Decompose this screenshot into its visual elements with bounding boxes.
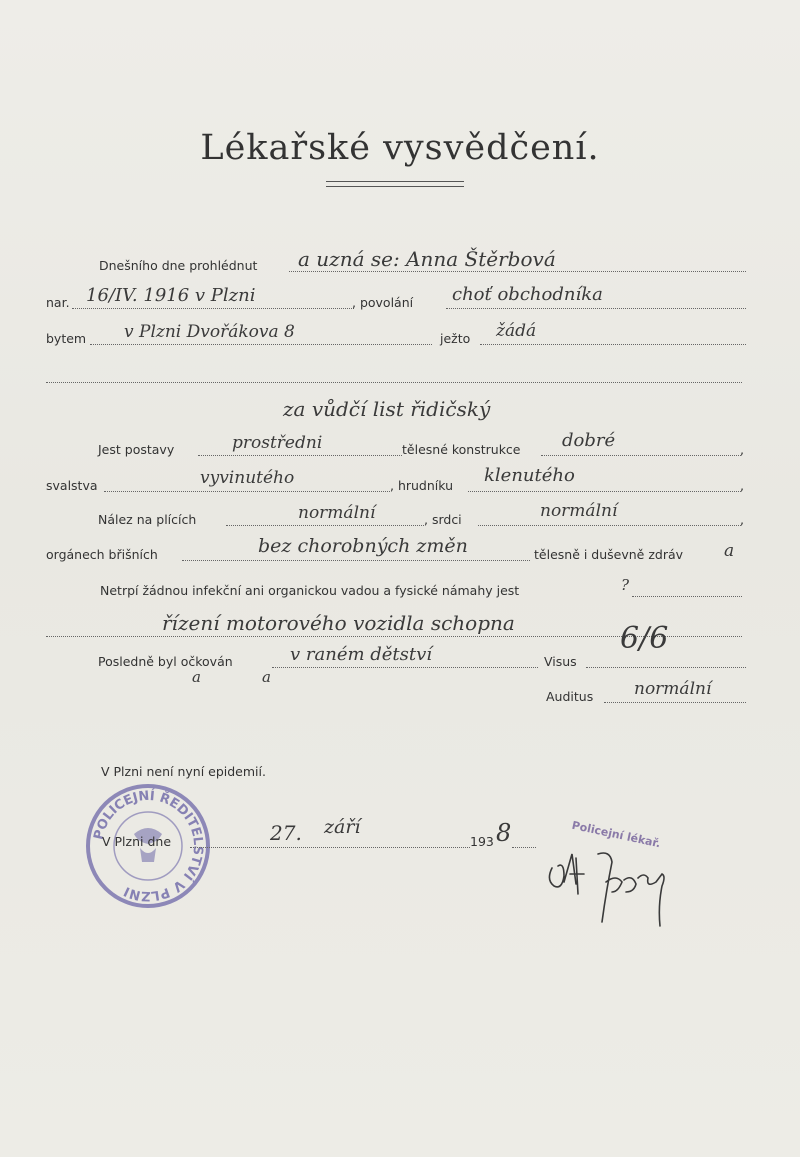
line-abdominal: [182, 560, 530, 561]
line-extra: [46, 382, 742, 383]
line-date: [190, 847, 470, 848]
label-born: nar.: [46, 295, 70, 310]
hw-request: žádá: [496, 321, 537, 341]
label-heart: , srdci: [424, 512, 462, 527]
comma-1: ,: [740, 442, 744, 457]
hw-residence: v Plzni Dvořákova 8: [124, 322, 295, 342]
line-request: [480, 344, 746, 345]
hw-auditus: normální: [634, 679, 712, 699]
comma-2: ,: [740, 478, 744, 493]
line-no-disease: [632, 596, 742, 597]
label-examined-today: Dnešního dne prohlédnut: [99, 258, 258, 273]
label-residing: bytem: [46, 331, 87, 346]
hw-visus: 6/6: [620, 621, 669, 656]
hw-heart: normální: [540, 501, 618, 521]
hw-purpose: za vůdčí list řidičský: [283, 397, 491, 421]
label-epidemic: V Plzni není nyní epidemií.: [101, 764, 266, 779]
hw-examined-person: a uzná se: Anna Štěrbová: [298, 247, 556, 271]
line-constitution: [541, 455, 741, 456]
line-vaccination: [272, 667, 538, 668]
label-health: tělesně i duševně zdráv: [534, 547, 684, 562]
label-occupation: , povolání: [352, 295, 414, 310]
hw-vacc-suffix-1: a: [192, 668, 201, 686]
police-doctor-stamp: Policejní lékař.: [570, 818, 662, 851]
hw-occupation: choť obchodníka: [452, 284, 603, 305]
label-year-prefix: 193: [470, 834, 494, 849]
line-auditus: [604, 702, 746, 703]
title-rule-bottom: [326, 186, 464, 187]
label-lungs: Nález na plících: [98, 512, 197, 527]
line-examined: [289, 271, 746, 272]
line-visus: [586, 667, 746, 668]
label-build: Jest postavy: [98, 442, 175, 457]
comma-3: ,: [740, 512, 744, 527]
hw-birth: 16/IV. 1916 v Plzni: [86, 285, 256, 306]
line-residence: [90, 344, 432, 345]
hw-abdominal: bez chorobných změn: [258, 535, 468, 557]
line-occupation: [446, 308, 746, 309]
hw-musculature: vyvinutého: [200, 468, 295, 488]
hw-year-digit: 8: [496, 819, 512, 847]
hw-vaccinated-when: v raném dětství: [290, 644, 433, 665]
hw-constitution: dobré: [562, 430, 616, 451]
label-visus: Visus: [544, 654, 577, 669]
label-constitution: tělesné konstrukce: [402, 442, 521, 457]
hw-build: prostředni: [232, 433, 323, 453]
line-chest: [468, 491, 741, 492]
hw-lungs: normální: [298, 503, 376, 523]
label-no-disease: Netrpí žádnou infekční ani organickou vadou a fysické námahy jest: [100, 583, 520, 598]
line-lungs: [226, 525, 424, 526]
label-musculature: svalstva: [46, 478, 98, 493]
line-musculature: [104, 491, 390, 492]
label-vaccination: Posledně byl očkován: [98, 654, 233, 669]
label-place-date: V Plzni dne: [102, 834, 172, 849]
line-build: [198, 455, 402, 456]
line-born: [72, 308, 354, 309]
hw-capability-mark: ?: [621, 576, 630, 594]
hw-chest: klenutého: [484, 465, 575, 486]
label-who-requests: ježto: [440, 331, 471, 346]
line-heart: [478, 525, 741, 526]
label-abdominal: orgánech břišních: [46, 547, 158, 562]
hw-capability: řízení motorového vozidla schopna: [162, 611, 515, 635]
line-year: [512, 847, 536, 848]
hw-vacc-suffix-2: a: [262, 668, 271, 686]
doctor-signature: [540, 838, 690, 948]
title-rule-top: [326, 181, 464, 182]
label-auditus: Auditus: [546, 689, 594, 704]
hw-health-suffix: a: [724, 541, 735, 561]
document-title: Lékařské vysvědčení.: [200, 128, 600, 168]
label-chest: , hrudníku: [390, 478, 454, 493]
hw-month: září: [324, 816, 361, 838]
hw-day: 27.: [270, 821, 302, 845]
stamp-text: POLICEJNÍ ŘEDITELSTVÍ V PLZNI: [91, 788, 206, 904]
